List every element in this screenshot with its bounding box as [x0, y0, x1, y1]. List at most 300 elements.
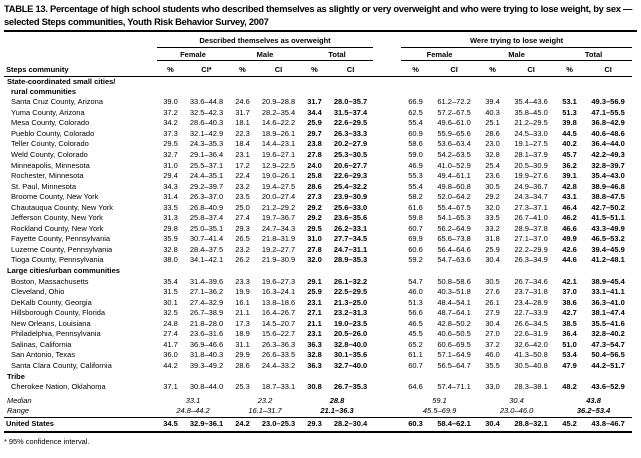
spacer [373, 97, 401, 108]
row-label: Yuma County, Arizona [11, 107, 85, 117]
col-header: CI [430, 60, 478, 76]
value-cell: 28.3–38.1 [514, 382, 548, 392]
table-row [4, 129, 632, 140]
value-cell: 51.3 [562, 107, 577, 117]
value-cell: 36.0 [163, 350, 178, 360]
row-label: Salinas, California [11, 339, 72, 349]
value-cell: 36.8–42.9 [591, 118, 625, 128]
value-cell: 20.9–28.8 [261, 97, 296, 107]
row-label: Minneapolis, Minnesota [11, 160, 90, 170]
col-header: CI [507, 60, 555, 76]
section-label: Large cities/urban communities [7, 266, 120, 276]
value-cell: 22.6–29.3 [333, 171, 368, 181]
spacer [373, 234, 401, 245]
value-cell: 55.4 [408, 118, 423, 128]
value-cell: 29.1 [307, 276, 322, 286]
row-label: Philadelphia, Pennsylvania [11, 329, 101, 339]
table-row [4, 255, 632, 266]
value-cell: 30.1–35.6 [333, 350, 368, 360]
value-cell: 46.4 [562, 202, 577, 212]
value-cell: 19.7–36.7 [261, 213, 296, 223]
sex-header-total: Total [301, 47, 373, 60]
value-cell: 24.4–35.1 [189, 171, 224, 181]
value-cell: 24.7–34.3 [261, 223, 296, 233]
spacer [373, 171, 401, 182]
col-header: % [478, 60, 507, 76]
value-cell: 12.9–22.5 [261, 160, 296, 170]
value-cell: 60.9 [408, 128, 423, 138]
value-cell: 43.8 [586, 395, 601, 405]
value-cell: 55.9–65.6 [437, 128, 471, 138]
value-cell: 24.8 [163, 318, 178, 328]
value-cell: 23.5 [235, 192, 250, 202]
value-cell: 33.5 [485, 213, 500, 223]
value-cell: 36.4 [562, 329, 577, 339]
col-header: % [229, 60, 256, 76]
value-cell: 21.9–30.9 [261, 255, 296, 265]
value-cell: 45.5 [408, 329, 423, 339]
value-cell: 30.4 [485, 318, 500, 328]
value-cell: 23.1 [307, 329, 322, 339]
value-cell: 22.7–33.9 [514, 308, 548, 318]
row-label-header: Steps community [4, 60, 157, 76]
value-cell: 23.2 [235, 181, 250, 191]
value-cell: 24.7–31.1 [333, 244, 368, 254]
row-label: Fayette County, Pennsylvania [11, 234, 111, 244]
value-cell: 19.6–27.1 [261, 150, 296, 160]
value-cell: 29.8 [163, 223, 178, 233]
table-row [4, 118, 632, 129]
value-cell: 18.1 [235, 118, 250, 128]
value-cell: 36.2–53.4 [576, 406, 611, 416]
value-cell: 57.1–64.9 [437, 350, 471, 360]
value-cell: 31.0 [307, 234, 322, 244]
value-cell: 21.2–29.5 [514, 118, 548, 128]
value-cell: 59.1 [432, 395, 447, 405]
group-header-lose-weight: Were trying to lose weight [401, 33, 632, 47]
table-row [4, 245, 632, 256]
value-cell: 39.4–45.9 [591, 244, 625, 254]
summary-row-median [4, 393, 632, 407]
section-header [4, 266, 632, 277]
spacer [373, 182, 401, 193]
table-row [4, 192, 632, 203]
value-cell: 27.1–37.0 [514, 234, 548, 244]
spacer [373, 47, 401, 60]
value-cell: 60.3 [401, 418, 430, 432]
spacer [373, 329, 401, 340]
table-row [4, 234, 632, 245]
value-cell: 29.5 [163, 139, 178, 149]
value-cell: 28.1–37.9 [514, 150, 548, 160]
col-header: CI [328, 60, 373, 76]
value-cell: 42.6 [562, 244, 577, 254]
value-cell: 49.8–60.8 [437, 181, 471, 191]
value-cell: 43.1 [562, 192, 577, 202]
section-label: State-coordinated small cities/ rural communities [7, 76, 116, 96]
spacer [373, 319, 401, 330]
value-cell: 45.7 [562, 150, 577, 160]
value-cell: 46.5 [408, 318, 423, 328]
value-cell: 30.8–44.0 [189, 382, 224, 392]
value-cell: 47.9 [562, 360, 577, 370]
united-states-row [4, 418, 632, 432]
value-cell: 29.2 [307, 213, 322, 223]
value-cell: 23.3 [235, 276, 250, 286]
value-cell: 26.3–34.9 [514, 255, 548, 265]
value-cell: 26.6–34.5 [514, 318, 548, 328]
value-cell: 30.7–41.4 [189, 234, 224, 244]
title-rule [4, 30, 637, 32]
value-cell: 24.5–33.0 [514, 128, 548, 138]
value-cell: 43.3–49.9 [591, 223, 625, 233]
value-cell: 16.3–24.1 [261, 287, 296, 297]
value-cell: 24.6 [235, 97, 250, 107]
value-cell: 25.1 [485, 118, 500, 128]
value-cell: 14.5–20.7 [261, 318, 296, 328]
value-cell: 26.6–33.5 [261, 350, 296, 360]
value-cell: 48.2 [562, 382, 577, 392]
table-row [4, 361, 632, 372]
value-cell: 21.8–31.9 [261, 234, 296, 244]
value-cell: 42.2–49.3 [591, 150, 625, 160]
value-cell: 23.0–25.3 [256, 418, 301, 432]
value-cell: 26.1 [485, 297, 500, 307]
value-cell: 27.4 [235, 213, 250, 223]
value-cell: 59.8 [408, 213, 423, 223]
spacer [373, 382, 401, 393]
value-cell: 30.5 [485, 181, 500, 191]
value-cell: 32.8 [163, 244, 178, 254]
value-cell: 57.2–67.5 [437, 107, 471, 117]
spacer [373, 406, 401, 417]
value-cell: 20.2–27.9 [333, 139, 368, 149]
spacer [373, 255, 401, 266]
value-cell: 23.9–30.9 [333, 192, 368, 202]
spacer [373, 308, 401, 319]
value-cell: 25.0–35.1 [189, 223, 224, 233]
value-cell: 29.7 [307, 128, 322, 138]
value-cell: 34.2 [163, 118, 178, 128]
value-cell: 31.5–37.4 [333, 107, 368, 117]
value-cell: 28.6 [485, 128, 500, 138]
value-cell: 42.7 [562, 308, 577, 318]
value-cell: 18.7–33.1 [261, 382, 296, 392]
row-label: Cherokee Nation, Oklahoma [11, 382, 106, 392]
value-cell: 20.5–26.0 [333, 329, 368, 339]
value-cell: 40.6–50.5 [437, 329, 471, 339]
value-cell: 36.2 [562, 160, 577, 170]
value-cell: 66.9 [408, 97, 423, 107]
value-cell: 38.9–46.8 [591, 181, 625, 191]
value-cell: 31.8–40.3 [189, 350, 224, 360]
value-cell: 55.3 [408, 171, 423, 181]
value-cell: 23.6–35.6 [333, 213, 368, 223]
spacer [4, 47, 157, 60]
value-cell: 46.6 [562, 223, 577, 233]
value-cell: 40.6–48.6 [591, 128, 625, 138]
row-label: Boston, Massachusetts [11, 276, 89, 286]
table-row [4, 340, 632, 351]
spacer [373, 350, 401, 361]
value-cell: 32.8 [485, 150, 500, 160]
value-cell: 29.3 [235, 223, 250, 233]
value-cell: 28.9–37.8 [514, 223, 548, 233]
value-cell: 24.0 [307, 160, 322, 170]
value-cell: 35.8–45.0 [514, 107, 548, 117]
value-cell: 44.2–51.7 [591, 360, 625, 370]
value-cell: 34.1–42.1 [189, 255, 224, 265]
value-cell: 27.7–34.5 [333, 234, 368, 244]
value-cell: 61.6 [408, 202, 423, 212]
value-cell: 24.4–33.2 [261, 360, 296, 370]
col-header: % [301, 60, 328, 76]
value-cell: 50.4–56.5 [591, 350, 625, 360]
row-label: Pueblo County, Colorado [11, 128, 95, 138]
value-cell: 22.5–29.5 [333, 287, 368, 297]
value-cell: 18.4 [235, 139, 250, 149]
value-cell: 27.6 [485, 287, 500, 297]
value-cell: 25.8 [307, 171, 322, 181]
value-cell: 42.1 [562, 276, 577, 286]
value-cell: 40.2 [562, 139, 577, 149]
sex-header-total: Total [555, 47, 632, 60]
value-cell: 26.7–34.6 [514, 276, 548, 286]
table-row [4, 382, 632, 393]
table-row [4, 350, 632, 361]
value-cell: 23.1 [235, 150, 250, 160]
value-cell: 19.9 [235, 287, 250, 297]
value-cell: 35.4–43.0 [591, 171, 625, 181]
table-row [4, 319, 632, 330]
value-cell: 25.3–30.5 [333, 150, 368, 160]
value-cell: 41.0–52.9 [437, 160, 471, 170]
table-row [4, 97, 632, 108]
value-cell: 38.8–47.5 [591, 192, 625, 202]
value-cell: 59.2 [408, 255, 423, 265]
value-cell: 31.0 [163, 160, 178, 170]
value-cell: 31.4–39.6 [189, 276, 224, 286]
value-cell: 51.0 [562, 339, 577, 349]
table-row [4, 224, 632, 235]
value-cell: 37.2 [485, 339, 500, 349]
row-label: St. Paul, Minnesota [11, 181, 77, 191]
value-cell: 23.1 [307, 297, 322, 307]
value-cell: 21.1 [235, 308, 250, 318]
value-cell: 47.3–54.7 [591, 339, 625, 349]
value-cell: 16.1–31.7 [248, 406, 282, 416]
value-cell: 48.4–54.1 [437, 297, 471, 307]
value-cell: 36.9–46.6 [189, 339, 224, 349]
section-label: Tribe [7, 371, 25, 381]
value-cell: 26.3–36.3 [261, 339, 296, 349]
value-cell: 36.3 [307, 339, 322, 349]
table-row [4, 277, 632, 288]
value-cell: 32.9–36.1 [184, 418, 229, 432]
value-cell: 18.9–26.1 [261, 128, 296, 138]
group-header-row [4, 33, 632, 47]
value-cell: 20.0–27.4 [261, 192, 296, 202]
section-header [4, 76, 632, 97]
value-cell: 33.1–41.1 [591, 287, 625, 297]
value-cell: 28.2–30.4 [328, 418, 373, 432]
steps-table [4, 33, 632, 433]
value-cell: 29.4 [163, 171, 178, 181]
spacer [373, 213, 401, 224]
spacer [4, 33, 157, 47]
row-label: Teller County, Colorado [11, 139, 89, 149]
value-cell: 29.3 [301, 418, 328, 432]
value-cell: 29.2 [307, 202, 322, 212]
value-cell: 22.2–29.9 [514, 244, 548, 254]
value-cell: 28.8 [329, 395, 345, 405]
value-cell: 30.1 [163, 297, 178, 307]
value-cell: 60.6 [408, 244, 423, 254]
value-cell: 25.9 [307, 287, 322, 297]
row-label: Tioga County, Pennsylvania [11, 255, 104, 265]
row-label: Santa Cruz County, Arizona [11, 97, 103, 107]
col-header: % [157, 60, 184, 76]
value-cell: 61.1 [408, 350, 423, 360]
value-cell: 32.8–39.7 [591, 160, 625, 170]
value-cell: 21.2–29.2 [261, 202, 296, 212]
table-row [4, 203, 632, 214]
table-row [4, 139, 632, 150]
table-header [4, 33, 632, 76]
value-cell: 23.6 [485, 171, 500, 181]
value-cell: 54.1–65.3 [437, 213, 471, 223]
value-cell: 32.6–42.0 [514, 339, 548, 349]
value-cell: 34.4 [307, 107, 322, 117]
sex-header-row [4, 47, 632, 60]
value-cell: 46.9 [408, 160, 423, 170]
value-cell: 27.3–37.1 [514, 202, 548, 212]
value-cell: 61.2–72.2 [437, 97, 471, 107]
value-cell: 54.7–63.6 [437, 255, 471, 265]
spacer [373, 139, 401, 150]
value-cell: 14.6–22.2 [261, 118, 296, 128]
value-cell: 38.6 [562, 297, 577, 307]
value-cell: 13.8–18.6 [261, 297, 296, 307]
value-cell: 57.4–71.1 [437, 382, 471, 392]
value-cell: 28.6 [235, 360, 250, 370]
value-cell: 23.7–31.8 [514, 287, 548, 297]
section-header [4, 372, 632, 383]
value-cell: 42.7–50.2 [591, 202, 625, 212]
value-cell: 41.5–51.1 [591, 213, 625, 223]
value-cell: 15.6–22.7 [261, 329, 296, 339]
value-cell: 41.2–48.1 [591, 255, 625, 265]
value-cell: 23.2 [257, 395, 273, 405]
value-cell: 49.4–61.1 [437, 171, 471, 181]
row-label: Jefferson County, New York [11, 213, 103, 223]
value-cell: 32.8–40.0 [333, 339, 368, 349]
value-cell: 26.1–32.2 [333, 276, 368, 286]
value-cell: 28.8–32.1 [507, 418, 555, 432]
value-cell: 19.0–26.1 [261, 171, 296, 181]
value-cell: 26.2–33.1 [333, 223, 368, 233]
footnote: * 95% confidence interval. [4, 436, 90, 446]
row-label: Cleveland, Ohio [11, 287, 65, 297]
col-header: CI* [184, 60, 229, 76]
value-cell: 39.8 [562, 118, 577, 128]
table-row [4, 308, 632, 319]
value-cell: 29.9 [235, 350, 250, 360]
spacer [373, 150, 401, 161]
value-cell: 46.0 [408, 287, 423, 297]
value-cell: 37.0 [562, 287, 577, 297]
value-cell: 21.1–36.3 [320, 406, 354, 416]
value-cell: 56.2–64.9 [437, 223, 471, 233]
value-cell: 36.4–44.0 [591, 139, 625, 149]
spacer [373, 277, 401, 288]
value-cell: 22.6–31.9 [514, 329, 548, 339]
value-cell: 17.3 [235, 318, 250, 328]
value-cell: 28.6 [307, 181, 322, 191]
spacer [373, 203, 401, 214]
value-cell: 29.2–39.7 [189, 181, 224, 191]
col-header: CI [584, 60, 632, 76]
value-cell: 32.8–40.2 [591, 329, 625, 339]
table-row [4, 161, 632, 172]
value-cell: 47.1–55.5 [591, 107, 625, 117]
value-cell: 53.6–63.4 [437, 139, 471, 149]
value-cell: 20.5–30.9 [514, 160, 548, 170]
value-cell: 35.5 [485, 360, 500, 370]
value-cell: 27.4 [163, 329, 178, 339]
value-cell: 32.7 [163, 150, 178, 160]
value-cell: 26.7–41.0 [514, 213, 548, 223]
value-cell: 30.4 [478, 418, 507, 432]
value-cell: 44.6 [562, 255, 577, 265]
value-cell: 60.6–69.5 [437, 339, 471, 349]
value-cell: 40.3 [485, 107, 500, 117]
value-cell: 48.7–64.1 [437, 308, 471, 318]
value-cell: 31.7 [307, 97, 322, 107]
value-cell: 39.4 [485, 97, 500, 107]
value-cell: 25.6–33.0 [333, 202, 368, 212]
value-cell: 21.8–28.0 [189, 318, 224, 328]
value-cell: 23.0–46.0 [499, 406, 534, 416]
spacer [373, 129, 401, 140]
value-cell: 31.1 [235, 339, 250, 349]
value-cell: 27.3 [307, 192, 322, 202]
value-cell: 65.2 [408, 339, 423, 349]
value-cell: 52.0–64.2 [437, 192, 471, 202]
value-cell: 46.5–53.2 [591, 234, 625, 244]
value-cell: 19.0–23.5 [333, 318, 368, 328]
row-label: Rochester, Minnesota [11, 171, 84, 181]
value-cell: 56.5–64.7 [437, 360, 471, 370]
value-cell: 14.4–23.1 [261, 139, 296, 149]
value-cell: 19.2–27.7 [261, 244, 296, 254]
value-cell: 23.2 [235, 244, 250, 254]
value-cell: 35.4–43.6 [514, 97, 548, 107]
value-cell: 35.4 [163, 276, 178, 286]
row-label: DeKalb County, Georgia [11, 297, 92, 307]
table-body [4, 76, 632, 432]
value-cell: 19.6–27.3 [261, 276, 296, 286]
value-cell: 21.3–25.0 [333, 297, 368, 307]
value-cell: 24.2 [229, 418, 256, 432]
value-cell: 53.1 [562, 97, 577, 107]
row-label: United States [4, 418, 157, 432]
value-cell: 28.4–37.5 [189, 244, 224, 254]
value-cell: 22.3 [235, 128, 250, 138]
table-row [4, 182, 632, 193]
row-label: Broome County, New York [11, 192, 99, 202]
value-cell: 49.6–61.0 [437, 118, 471, 128]
